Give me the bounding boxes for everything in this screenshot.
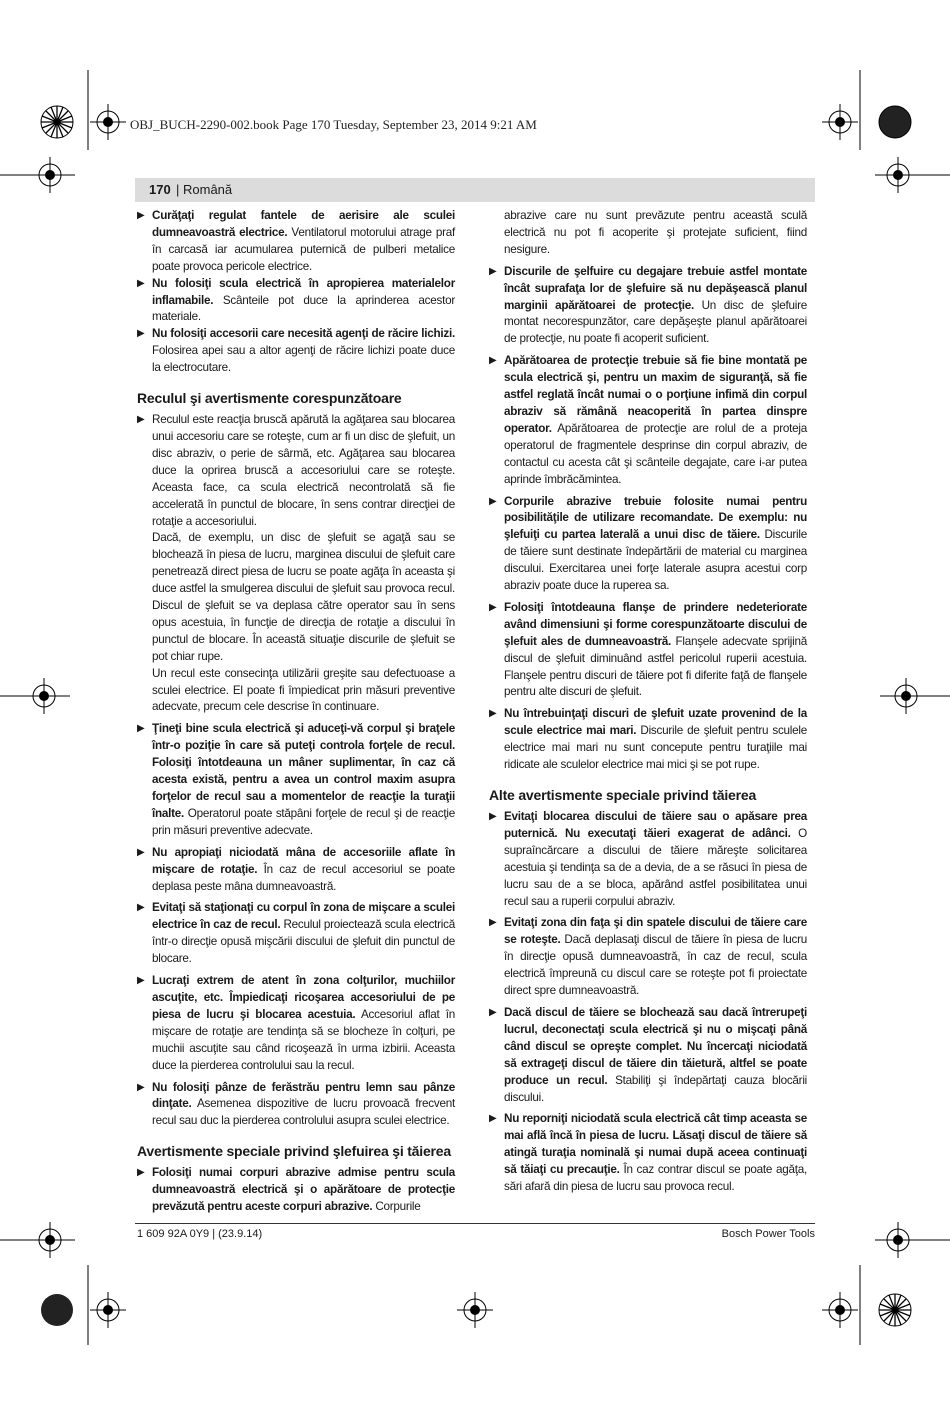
bullet-arrow-icon: ▶ [489,265,497,277]
bullet-arrow-icon: ▶ [137,1081,145,1093]
item-text: Ventilatorul motorului atrage praf în carcasă iar acumularea puternică de pulberi metalice poate provoca pericole electrice. [152,225,455,273]
list-item [489,600,807,701]
item-text: Asemenea dispozitive de lucru provoacă frecvent recul sau duc la pierderea controlului asupra sculei electrice. [152,1097,455,1128]
registration-starburst-icon [879,1294,911,1326]
item-text: Un disc de şlefuire montat necorespunzător, care depăşeşte planul apărătoarei de protecţie, nu poate fi acoperit suficient. [504,298,807,346]
item-text: Corpurile [372,1200,421,1214]
header-separator: | [176,182,180,197]
list-item [137,1165,455,1216]
list-item [489,915,807,1000]
registration-dark-circle-icon [879,106,911,138]
item-bold: Evitaţi blocarea discului de tăiere sau o apăsare prea puternică. Nu executaţi tăieri exagerat de adânci. [504,810,807,840]
registration-mark-icon [90,1292,126,1328]
item-text: Discurile de şlefuit pentru sculele electrice mai mari nu sunt concepute pentru turaţiile mai ridicate ale sculelor electrice mai mici şi se pot rupe. [504,724,807,772]
item-text: În caz contrar discul se poate agăţa, sări afară din piesa de lucru sau provoca recul. [504,1163,807,1194]
page-number: 170 [149,182,171,197]
footer-divider [135,1223,815,1224]
bullet-arrow-icon: ▶ [137,277,145,289]
item-text: În caz de recul accesoriul se poate deplasa peste mâna dumneavoastră. [152,862,455,893]
registration-mark-icon [822,1292,858,1328]
bullet-arrow-icon: ▶ [137,975,145,987]
item-text: Flanşele adecvate sprijină discul de şlefuit diminuând astfel pericolul ruperii acestuia. Flanşele pentru discuri de tăiere pot fi diferite faţă de flanşele pentru alte discuri de şlefuit. [504,634,807,699]
section-heading: Reculul şi avertismente corespunzătoare [137,390,402,407]
item-bold: Nu folosiţi pânze de ferăstrău pentru lemn sau pânze dinţate. [152,1080,455,1111]
item-bold: Folosiţi întotdeauna flanşe de prindere nedeteriorate având dimensiuni şi forme corespunzătoarte discului de şlefuit ales de dumneavoastră. [504,600,807,648]
bullet-arrow-icon: ▶ [489,355,497,367]
item-text: Accesoriul aflat în mişcare de rotaţie are tendinţa să se blocheze în colţuri, pe muchii ascuţite sau când ricoşează în urma izbirii. Aceasta duce la pierderea controlului sau la recul. [152,1007,455,1072]
section-heading: Alte avertismente speciale privind tăierea [489,787,757,803]
print-slug: OBJ_BUCH-2290-002.book Page 170 Tuesday, September 23, 2014 9:21 AM [130,117,537,132]
bullet-arrow-icon: ▶ [489,495,497,507]
item-bold: Nu folosiţi accesorii care necesită agenţi de răcire lichizi. [152,327,455,341]
item-text: Dacă deplasaţi discul de tăiere în piesa de lucru în direcţie opusă dumneavoastră, în caz de recul, scula electrică împreună cu discul care se roteşte pot fi proiectate direct spre dumneavoastră. [504,933,808,998]
list-item [137,412,455,530]
list-item [489,1111,807,1196]
item-bold: Ţineţi bine scula electrică şi aduceţi-vă corpul şi braţele într-o poziţie în care să puteţi controla forţele de recul. Folosiţi întotdeauna un mâner suplimentar, în caz că acesta există, pentru a avea un control maxim asupra forţelor de recul sau a momentelor de reacţie la turaţii înalte. [152,722,455,820]
item-bold: Lucraţi extrem de atent în zona colţurilor, muchiilor ascuţite, etc. Împiedicaţi ricoşarea accesoriului de pe piesa de lucru şi blocarea acestuia. [152,974,455,1021]
registration-mark-icon [90,104,126,140]
registration-dark-circle-icon [41,1294,73,1326]
bullet-arrow-icon: ▶ [489,708,497,720]
item-text: Reculul este reacţia bruscă apărută la agăţarea sau blocarea unui accesoriu care se roteşte, cum ar fi un disc de şlefuit, un disc abraziv, o perie de sârmă, etc. Agăţarea sau blocarea duce la oprirea bruscă a accesoriului care se roteşte. Aceasta face, ca scula electrică necontrolată să fie accelerată în punctul de blocare, în sens contrar direcţiei de rotaţie a accesoriului. [152,413,455,528]
list-item [489,1005,807,1106]
left-column [137,208,455,1216]
bullet-arrow-icon: ▶ [137,902,145,914]
item-bold: Corpurile abrazive trebuie folosite numai pentru posibilităţile de utilizare recomandate. De exemplu: nu şlefuiţi cu partea laterală a unui disc de tăiere. [504,494,807,542]
list-item [137,208,455,276]
paragraph-continuation: abrazive care nu sunt prevăzute pentru această sculă electrică nu pot fi acoperite şi protejate suficient, fiind nesigure. [504,209,807,256]
bullet-arrow-icon: ▶ [137,1167,145,1179]
list-item [489,353,807,488]
header-language: Română [183,182,233,197]
item-bold: Folosiţi numai corpuri abrazive admise pentru scula dumneavoastră electrică şi o apărătoare de protecţie prevăzută pentru aceste corpuri abrazive. [152,1166,455,1214]
registration-mark-icon [822,104,858,140]
item-text: Folosirea apei sau a altor agenţi de răcire lichizi poate duce la electrocutare. [152,344,455,375]
item-bold: Nu folosiţi scula electrică în apropierea materialelor inflamabile. [152,276,455,307]
bullet-arrow-icon: ▶ [489,601,497,613]
item-text: Scânteile pot duce la aprinderea acestor materiale. [152,293,455,324]
item-bold: Nu întrebuinţaţi discuri de şlefuit uzate provenind de la scule electrice mai mari. [504,707,807,738]
item-text: Apărătoarea de protecţie are rolul de a proteja operatorul de fragmentele desprinse din corpul abraziv, de contactul cu acesta cât şi scânteile degajate, care i-ar putea aprinde îmbrăcămintea. [504,421,807,486]
bullet-arrow-icon: ▶ [489,811,497,822]
list-item [137,973,455,1074]
list-item [137,845,455,896]
list-item [137,1080,455,1131]
item-text: Operatorul poate stăpâni forţele de recul şi de reacţie prin măsuri preventive adecvate. [152,806,455,837]
page-header [135,178,815,202]
list-item [137,721,455,839]
bullet-arrow-icon: ▶ [489,1113,497,1125]
list-item [489,706,807,774]
item-bold: Evitaţi zona din faţa şi din spatele discului de tăiere care se roteşte. [504,916,807,947]
item-text: O supraîncărcare a discului de tăiere măreşte solicitarea acestuia şi tendinţa sa de a devia, de a se răsuci în piesa de lucru sau de a se bloca, apărând astfel posibilitatea unui recul sau a ruperii corpului abraziv. [504,826,807,908]
list-item [489,264,807,349]
bullet-arrow-icon: ▶ [137,723,145,735]
item-bold: Nu reporniţi niciodată scula electrică cât timp aceasta se mai află încă în piesa de lucru. Lăsaţi discul de tăiere să atingă turaţia nominală şi numai după aceea continuaţi să tăiaţi cu precauţie. [504,1112,807,1177]
bullet-arrow-icon: ▶ [137,846,145,858]
list-item [137,276,455,327]
bullet-arrow-icon: ▶ [137,414,145,426]
item-bold: Nu apropiaţi niciodată mâna de accesoriile aflate în mişcare de rotaţie. [152,845,455,876]
footer-brand: Bosch Power Tools [721,1228,815,1240]
right-column [489,208,807,1196]
item-bold: Apărătoarea de protecţie trebuie să fie bine montată pe scula electrică şi, pentru un maxim de siguranţă, să fie astfel reglată încât numai o o porţiune infimă din corpul abraziv să rămână neacoperită în partea dinspre operator. [504,354,807,435]
registration-starburst-icon [41,106,73,138]
item-text: Discurile de tăiere sunt destinate îndepărtării de material cu marginea discului. Exercitarea unei forţe laterale asupra acestui corp abraziv poate duce la ruperea sa. [504,528,808,593]
section-heading: Avertismente speciale privind şlefuirea şi tăierea [137,1143,451,1160]
registration-mark-icon [457,1292,493,1328]
bullet-arrow-icon: ▶ [137,328,145,340]
list-item [489,494,807,595]
list-item [489,809,807,910]
item-bold: Discurile de şelfuire cu degajare trebuie astfel montate încât suprafaţa lor de şlefuire să nu depăşească planul marginii apărătoarei de protecţie. [504,264,807,312]
list-item [137,900,455,968]
paragraph: Un recul este consecinţa utilizării greşite sau defectuoase a sculei electrice. El poate fi împiedicat prin măsuri preventive adecvate, precum cele descrise în continuare. [152,666,455,714]
bullet-arrow-icon: ▶ [137,210,145,221]
bullet-arrow-icon: ▶ [489,917,497,929]
item-bold: Evitaţi să staţionaţi cu corpul în zona de mişcare a sculei electrice în caz de recul. [152,901,455,932]
paragraph: Dacă, de exemplu, un disc de şlefuit se agaţă sau se blochează în piesa de lucru, marginea discului de şlefuit care penetrează direct piesa de lucru se poate agăţa în aceasta şi duce astfel la smulgerea discului de şlefuit sau provoca recul. Discul de şlefuit se va deplasa către operator sau în sens opus acestuia, în funcţie de direcţia de rotaţie a discului în punctul de blocare. În această situaţie discurile de şlefuit se pot chiar rupe. [152,531,455,663]
footer-doc-number: 1 609 92A 0Y9 | (23.9.14) [137,1228,263,1240]
bullet-arrow-icon: ▶ [489,1006,497,1018]
item-bold: Curăţaţi regulat fantele de aerisire ale sculei dumneavoastră electrice. [152,209,455,239]
item-bold: Dacă discul de tăiere se blochează sau dacă întrerupeţi lucrul, deconectaţi scula electrică şi nu o mişcaţi până când discul se opreşte complet. Nu încercaţi niciodată să extrageţi discul de tăiere din tăietură, altfel se poate produce un recul. [504,1005,807,1087]
list-item [137,326,455,377]
item-text: Reculul proiectează scula electrică într-o direcţie opusă mişcării discului de şlefuit din punctul de blocare. [152,918,455,966]
item-text: Stabiliţi şi îndepărtaţi cauza blocării discului. [504,1073,808,1104]
